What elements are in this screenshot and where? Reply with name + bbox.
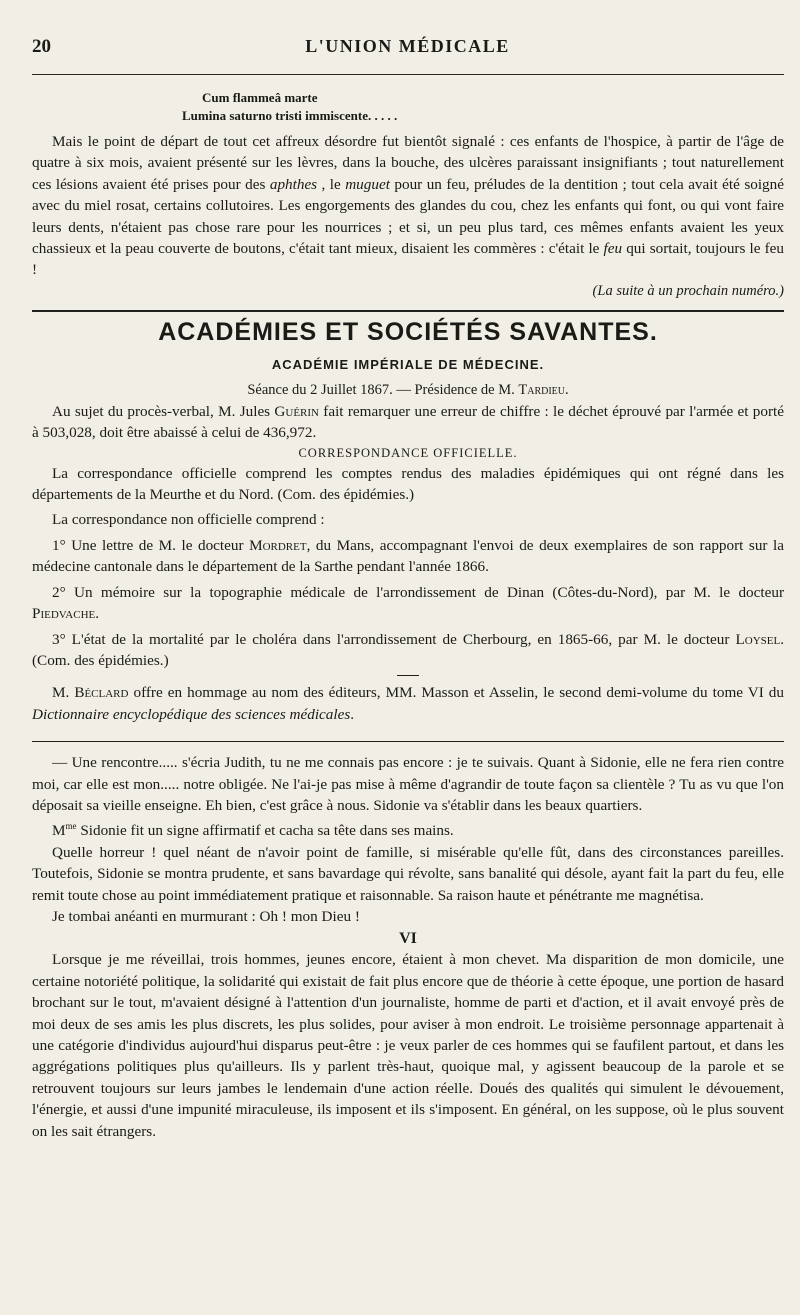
- list-item: 3° L'état de la mortalité par le choléra dans l'arrondissement de Cherbourg, en 1865-66, par M. le docteur Loysel. (Com. des épidémies.): [32, 630, 784, 669]
- verse-line: Lumina saturno tristi immiscente. . . . .: [182, 108, 398, 123]
- feuilleton-rule: [32, 741, 784, 742]
- page-number: 20: [32, 36, 51, 57]
- verse-quote: [182, 89, 784, 125]
- article-paragraph: Mais le point de départ de tout cet affreux désordre fut bientôt signalé : ces enfants de l'hospice, à partir de l'âge de quatre à six mois, avaient présenté sur les lèvres, dans la bouche, des ulcères paraissant insignifiants ; tout naturellement ces lésions avaient été prises pour des aphthes , le muguet pour un feu, préludes de la dentition ; tout cela avait été soigné avec du miel rosat, certains collutoires. Les engorgements des glandes du cou, chez les enfants qui font, ou qui vont faire leurs dents, n'étaient pas chose rare pour les nourrices ; et si, un peu plus tard, ces mêmes enfants avaient les yeux chassieux et la peau couverte de boutons, c'était tant mieux, disaient les commères : c'était le feu qui sortait, toujours le feu !: [32, 133, 784, 279]
- academy-title: ACADÉMIE IMPÉRIALE DE MÉDECINE.: [271, 356, 545, 372]
- beclard-paragraph: M. Béclard offre en hommage au nom des éditeurs, MM. Masson et Asselin, le second demi-volume du tome VI du Dictionnaire encyclopédique des sciences médicales.: [32, 684, 784, 723]
- section-rule: [32, 310, 784, 312]
- proces-verbal-paragraph: Au sujet du procès-verbal, M. Jules Guérin fait remarquer une erreur de chiffre : le déchet éprouvé par l'armée et porté à 503,028, doit être abaissé à celui de 436,972.: [32, 402, 784, 442]
- section-title: ACADÉMIES ET SOCIÉTÉS SAVANTES.: [158, 317, 658, 346]
- nonofficial-paragraph: La correspondance non officielle comprend :: [52, 511, 325, 529]
- running-title: L'UNION MÉDICALE: [305, 36, 510, 56]
- chapter-number: VI: [399, 930, 417, 948]
- continued-note: (La suite à un prochain numéro.): [592, 282, 784, 299]
- separator-dash: [397, 675, 419, 676]
- feuilleton-paragraph: $M^{me}$ Sidonie fit un signe affirmatif et cacha sa tête dans ses mains.: [52, 821, 454, 840]
- list-item: 2° Un mémoire sur la topographie médicale de l'arrondissement de Dinan (Côtes-du-Nord), par M. le docteur Piedvache.: [32, 583, 784, 623]
- verse-line: Cum flammeâ marte: [202, 90, 318, 105]
- newspaper-page: [32, 36, 784, 1298]
- feuilleton-paragraph: — Une rencontre..... s'écria Judith, tu ne me connais pas encore : je te suivais. Quant à Sidonie, elle ne fera rien contre moi, car elle est mon..... notre obligée. Ne l'ai-je pas mise à même d'agrandir de toute façon sa clientèle ? Tu as vu que l'on déposait sa vieille enseigne. Eh bien, c'est grâce à nous. Sidonie va s'établir dans les beaux quartiers.: [32, 754, 784, 814]
- session-line: Séance du 2 Juillet 1867. — Présidence de M. Tardieu.: [247, 381, 569, 398]
- correspondence-paragraph: La correspondance officielle comprend les comptes rendus des maladies épidémiques qui ont régné dans les départements de la Meurthe et du Nord. (Com. des épidémies.): [32, 464, 784, 504]
- correspondence-heading: CORRESPONDANCE OFFICIELLE.: [298, 445, 518, 460]
- feuilleton-paragraph: Quelle horreur ! quel néant de n'avoir point de famille, si misérable qu'elle fût, dans des circonstances pareilles. Toutefois, Sidonie se montra prudente, et sans bavardage qui révolte, sans banalité qui désole, ayant fait la part du feu, elle remit toute chose au point immédiatement pratique et raisonnable. Sa raison haute et pénétrante me magnétisa.: [32, 843, 784, 904]
- page-header: [32, 36, 784, 74]
- feuilleton-paragraph: Je tombai anéanti en murmurant : Oh ! mon Dieu !: [52, 908, 360, 926]
- header-rule: [32, 74, 784, 77]
- feuilleton-paragraph: Lorsque je me réveillai, trois hommes, jeunes encore, étaient à mon chevet. Ma disparition de mon domicile, une certaine notoriété politique, la solidarité qui existait de fait plus encore que de théorie à cette époque, une portion de hasard brochant sur le tout, m'avaient désigné à l'attention d'un journaliste, homme de parti et d'action, et il avait envoyé près de moi deux de ses amis les plus discrets, les plus solides, pour aviser à mon endroit. Le troisième personnage appartenait à une catégorie d'individus aujourd'hui disparus peut-être : je veux parler de ces hommes qui se faufilent partout, et dans les aggrégations politiques plus qu'ailleurs. Ils y parlent très-haut, quoique mal, y agissent beaucoup de la parole et se retrouvent toujours sur leurs jambes le lendemain d'une action réelle. Doués des qualités qui simulent le dévouement, l'énergie, et aussi d'une impunité miraculeuse, ils imposent et ils s'imposent. En général, on les suppose, où le plus souvent on les sait étrangers.: [32, 951, 784, 1140]
- list-item: 1° Une lettre de M. le docteur Mordret, du Mans, accompagnant l'envoi de deux exemplaires de son rapport sur la médecine cantonale dans le département de la Sarthe pendant l'année 1866.: [32, 536, 784, 576]
